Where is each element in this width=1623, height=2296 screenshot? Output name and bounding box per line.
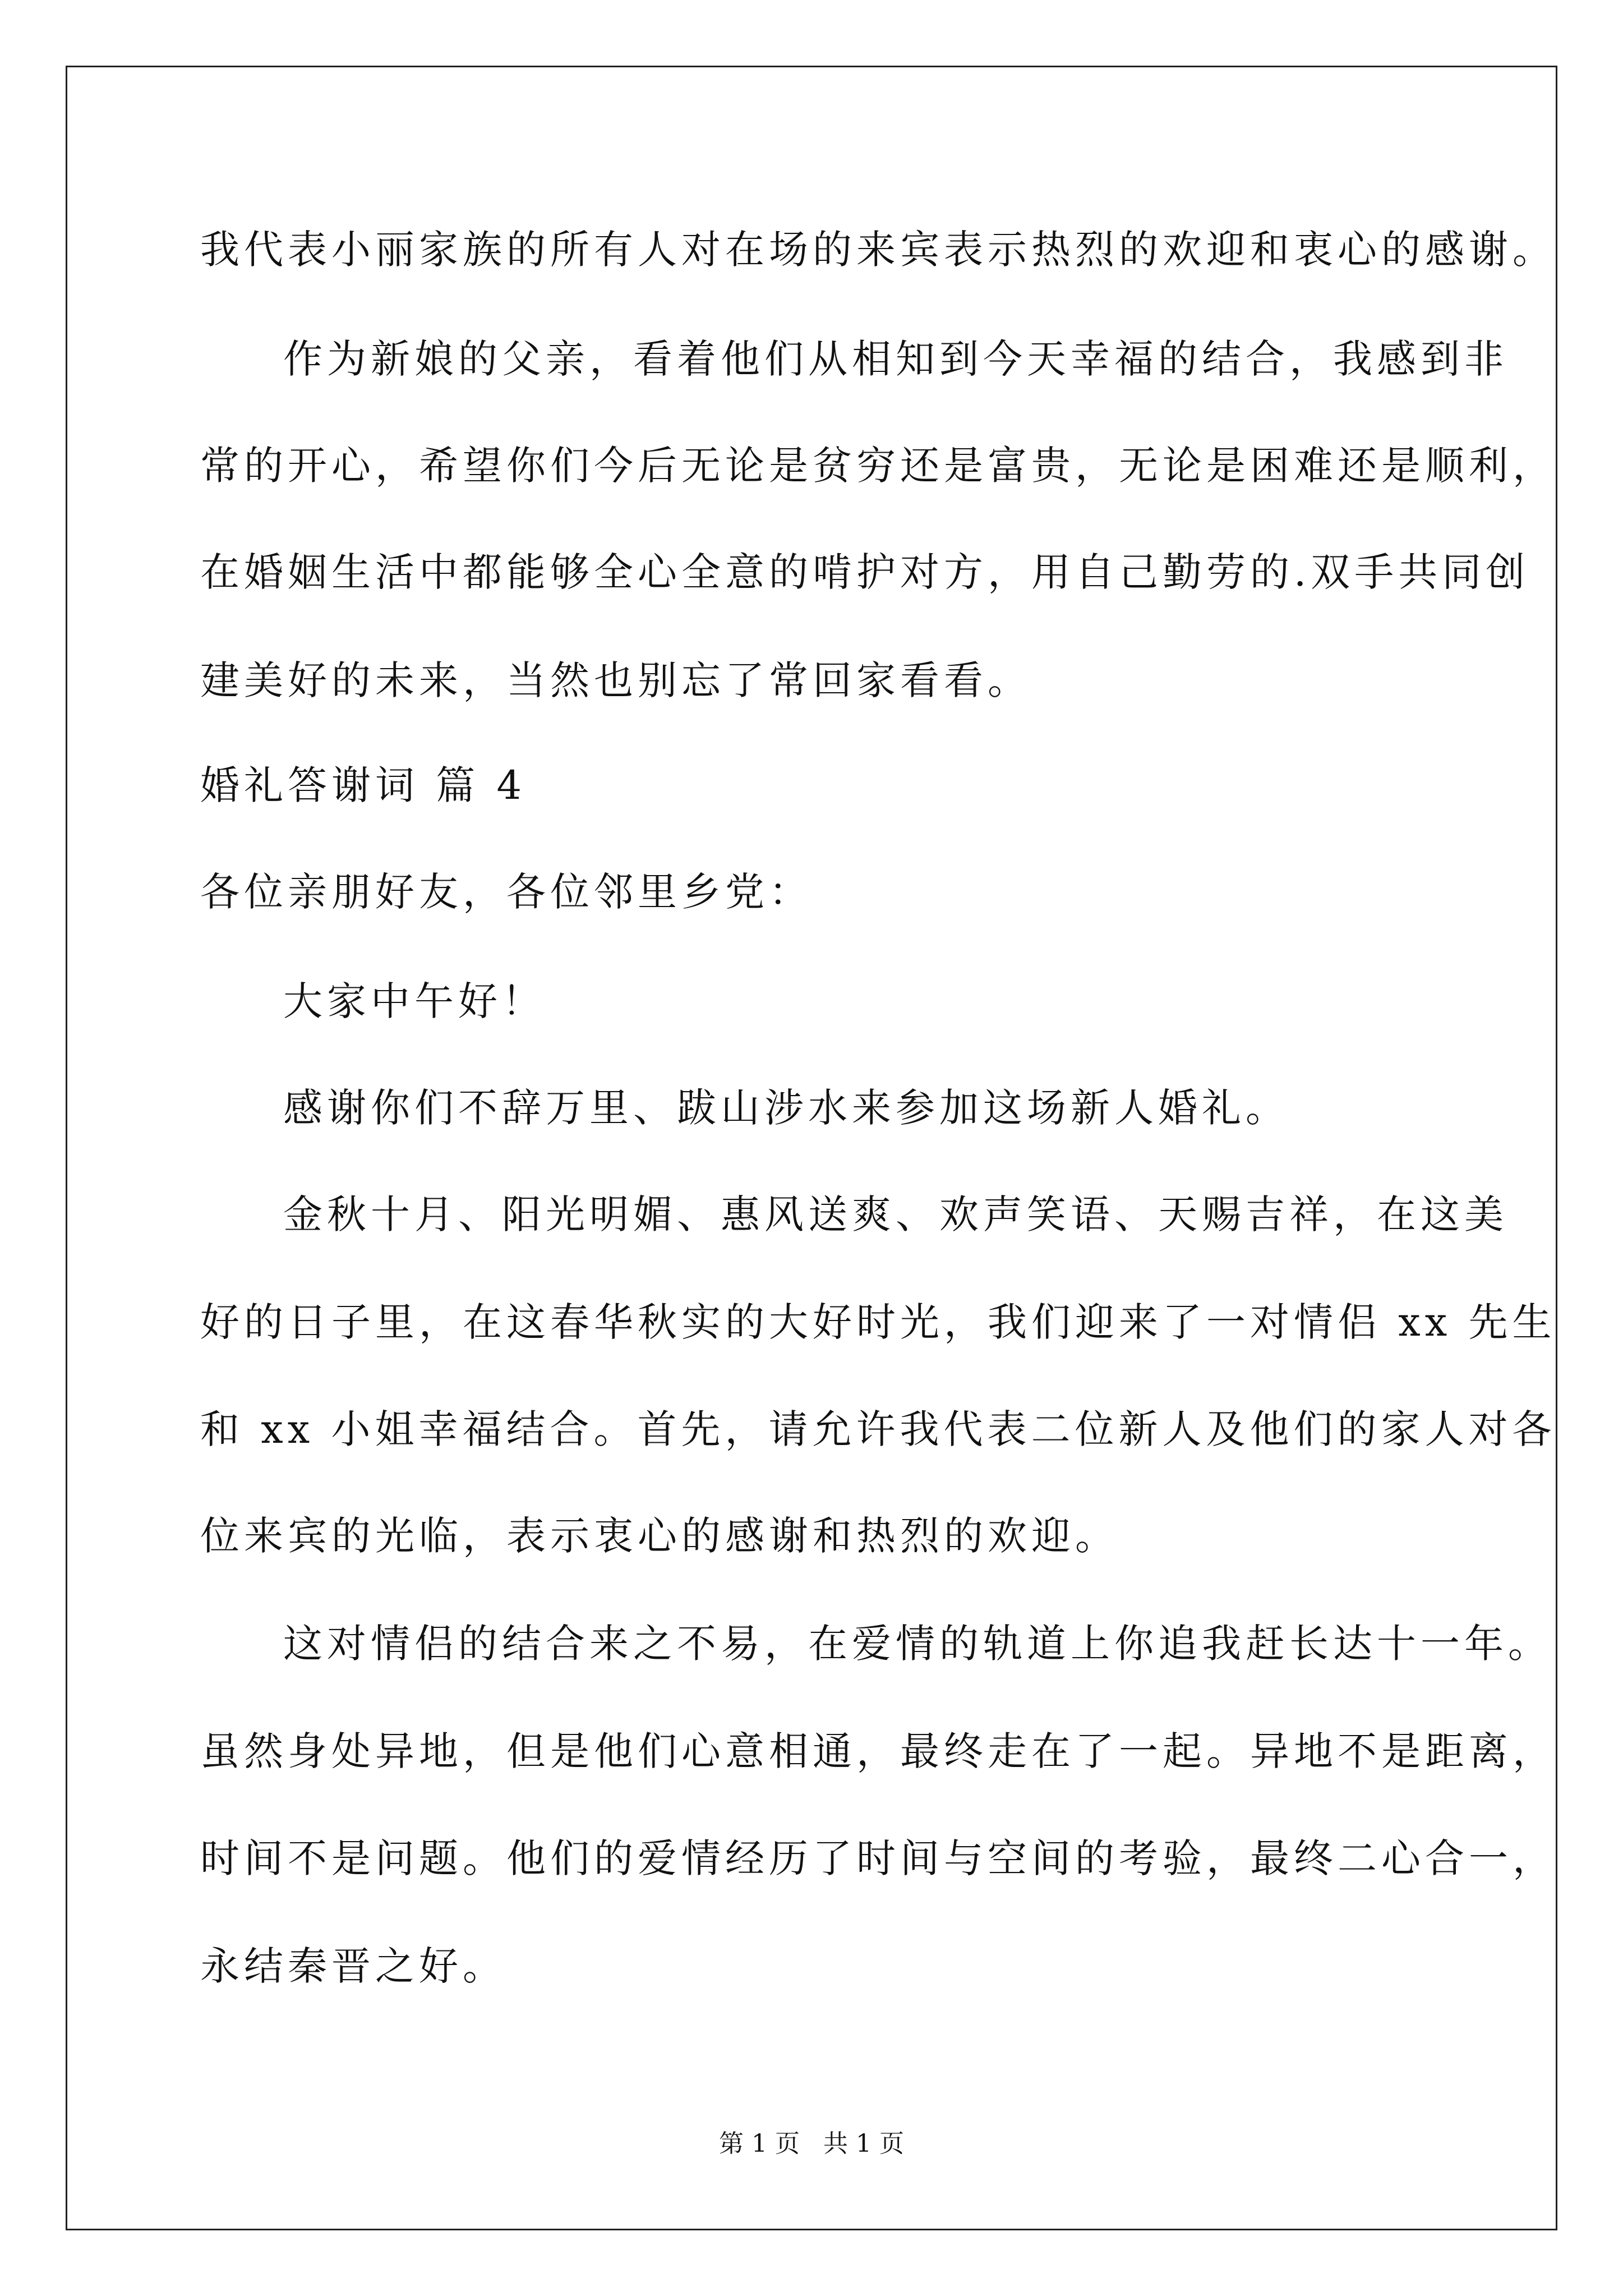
salutation: 各位亲朋好友，各位邻里乡党：	[200, 869, 813, 915]
text-line: 和 xx 小姐幸福结合。首先，请允许我代表二位新人及他们的家人对各	[200, 1406, 1556, 1452]
text-line: 永结秦晋之好。	[200, 1943, 506, 1989]
section-heading: 婚礼答谢词 篇 4	[200, 762, 527, 808]
paragraph-line: 金秋十月、阳光明媚、惠风送爽、欢声笑语、天赐吉祥，在这美	[283, 1191, 1508, 1237]
greeting: 大家中午好！	[283, 978, 546, 1024]
page-border	[66, 66, 1557, 2230]
paragraph-line: 这对情侣的结合来之不易，在爱情的轨道上你追我赶长达十一年。	[283, 1621, 1552, 1667]
text-line: 虽然身处异地，但是他们心意相通，最终走在了一起。异地不是距离，	[200, 1728, 1556, 1774]
paragraph-line: 作为新娘的父亲，看着他们从相知到今天幸福的结合，我感到非	[283, 336, 1508, 382]
text-line: 好的日子里，在这春华秋实的大好时光，我们迎来了一对情侣 xx 先生	[200, 1299, 1556, 1345]
paragraph-line: 感谢你们不辞万里、跋山涉水来参加这场新人婚礼。	[283, 1085, 1289, 1131]
text-line: 位来宾的光临，表示衷心的感谢和热烈的欢迎。	[200, 1513, 1119, 1559]
text-line: 常的开心，希望你们今后无论是贫穷还是富贵，无论是困难还是顺利，	[200, 443, 1556, 489]
text-line: 在婚姻生活中都能够全心全意的啃护对方，用自己勤劳的.双手共同创	[200, 549, 1530, 595]
page-number-footer: 第 1 页 共 1 页	[719, 2129, 904, 2158]
text-line: 建美好的未来，当然也别忘了常回家看看。	[200, 657, 1031, 703]
text-line: 我代表小丽家族的所有人对在场的来宾表示热烈的欢迎和衷心的感谢。	[200, 227, 1556, 273]
text-line: 时间不是问题。他们的爱情经历了时间与空间的考验，最终二心合一，	[200, 1835, 1556, 1881]
